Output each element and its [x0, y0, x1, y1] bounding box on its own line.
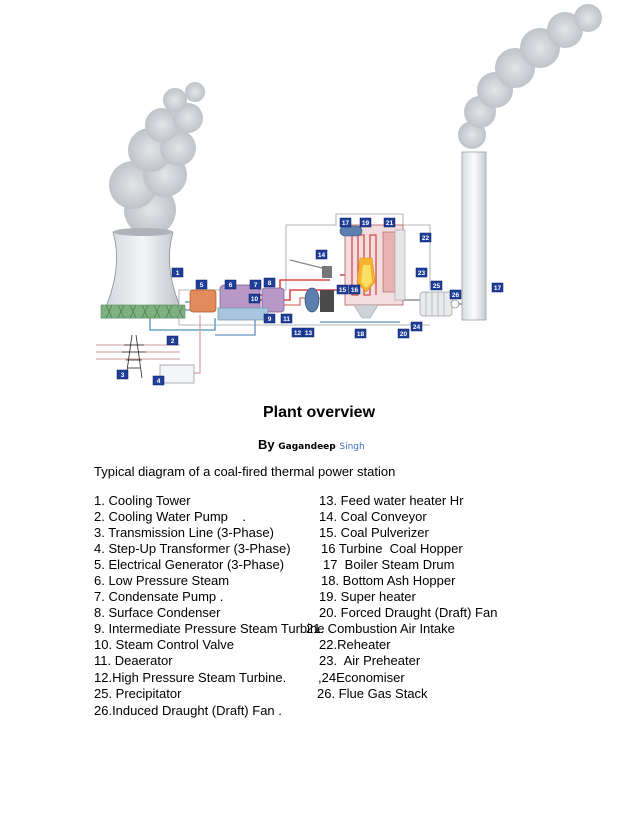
legend-item-right: 14. Coal Conveyor — [319, 509, 427, 524]
diagram-label — [153, 376, 164, 385]
legend-item-left: 12.High Pressure Steam Turbine. — [94, 670, 287, 685]
diagram-label-text: 13 — [304, 329, 313, 337]
diagram-caption: Typical diagram of a coal-fired thermal power station — [94, 464, 396, 479]
diagram-label-text: 18 — [356, 330, 365, 338]
legend-item-left: 9. Intermediate Pressure Steam Turbine — [94, 621, 325, 636]
diagram-label-text: 12 — [293, 329, 302, 337]
legend-item-right: 26. Flue Gas Stack — [317, 686, 428, 701]
diagram-label-text: 11 — [283, 315, 290, 323]
diagram-label — [492, 283, 503, 292]
diagram-label-text: 22 — [421, 234, 430, 242]
diagram-label-text: 16 — [350, 286, 359, 294]
legend-item-right: 23. Air Preheater — [319, 653, 421, 668]
page-title: Plant overview — [262, 404, 376, 421]
diagram-label-text: 1 — [175, 269, 180, 277]
diagram-label-text: 17 — [493, 284, 502, 292]
legend-item-left: 7. Condensate Pump . — [94, 589, 224, 604]
author-first: Gagandeep — [278, 442, 336, 452]
legend-item-right: 21. Combustion Air Intake — [306, 621, 455, 636]
legend-item-right: 16 Turbine Coal Hopper — [321, 541, 463, 556]
diagram-label-text: 8 — [267, 279, 272, 287]
diagram-label — [398, 329, 409, 338]
diagram-label-text: 20 — [399, 330, 408, 338]
diagram-label-text: 15 — [338, 286, 347, 294]
diagram-label — [411, 322, 422, 331]
stack-smoke — [458, 4, 602, 149]
diagram-label — [264, 278, 275, 287]
legend-item-left: 8. Surface Condenser — [94, 605, 221, 620]
diagram-label-text: 19 — [361, 219, 370, 227]
diagram-label-text: 3 — [120, 371, 125, 379]
legend-item-left: 10. Steam Control Valve — [94, 637, 234, 652]
diagram-label — [249, 294, 260, 303]
diagram-label-text: 5 — [199, 281, 204, 289]
legend-item-right: ,24Economiser — [318, 670, 405, 685]
legend-item-left: 5. Electrical Generator (3-Phase) — [94, 557, 285, 572]
diagram-label — [337, 285, 348, 294]
diagram-label — [349, 285, 360, 294]
by-label: By — [258, 437, 275, 452]
diagram-label — [281, 314, 292, 323]
diagram-label — [264, 314, 275, 323]
diagram-label — [420, 233, 431, 242]
legend-item-right: 13. Feed water heater Hr — [319, 493, 464, 508]
coal-conveyor — [290, 260, 332, 278]
diagram-label — [167, 336, 178, 345]
diagram-label — [303, 328, 314, 337]
cooling-tower-steam — [109, 82, 205, 236]
diagram-label — [250, 280, 261, 289]
diagram-label — [316, 250, 327, 259]
diagram-label-text: 26 — [451, 291, 460, 299]
legend-item-right: 15. Coal Pulverizer — [319, 525, 429, 540]
diagram-label — [117, 370, 128, 379]
diagram-label-text: 17 — [341, 219, 350, 227]
byline — [258, 437, 365, 452]
legend-item-left: 26.Induced Draught (Draft) Fan . — [94, 703, 282, 718]
legend-item-left: 1. Cooling Tower — [94, 493, 191, 508]
diagram-label-text: 4 — [156, 377, 161, 385]
diagram-label — [360, 218, 371, 227]
diagram-label — [225, 280, 236, 289]
diagram-label — [384, 218, 395, 227]
diagram-label-text: 10 — [250, 295, 259, 303]
diagram-label-text: 24 — [412, 323, 421, 331]
diagram-label — [172, 268, 183, 277]
diagram-label-text: 23 — [417, 269, 426, 277]
diagram-label — [340, 218, 351, 227]
legend-item-left: 11. Deaerator — [94, 653, 173, 668]
legend-item-left: 6. Low Pressure Steam — [94, 573, 230, 588]
legend-item-left: 25. Precipitator — [94, 686, 182, 701]
legend-item-right: 17 Boiler Steam Drum — [323, 557, 455, 572]
diagram-label-text: 6 — [228, 281, 233, 289]
legend-item-right: 20. Forced Draught (Draft) Fan — [319, 605, 498, 620]
diagram-label-text: 7 — [253, 281, 258, 289]
legend-item-left: 3. Transmission Line (3-Phase) — [94, 525, 274, 540]
diagram-label-text: 25 — [432, 282, 441, 290]
diagram-label-text: 14 — [317, 251, 326, 259]
diagram-label — [431, 281, 442, 290]
legend-item-right: 22.Reheater — [319, 637, 391, 652]
legend-item-right: 19. Super heater — [319, 589, 416, 604]
power-station-diagram — [0, 0, 638, 400]
diagram-label — [292, 328, 303, 337]
diagram-label-text: 21 — [385, 219, 394, 227]
legend-item-right: 18. Bottom Ash Hopper — [321, 573, 456, 588]
diagram-label — [196, 280, 207, 289]
author-last: Singh — [339, 442, 365, 452]
diagram-label — [450, 290, 461, 299]
flue-gas-stack — [462, 152, 486, 320]
step-up-transformer — [160, 365, 194, 383]
legend-item-left: 4. Step-Up Transformer (3-Phase) — [94, 541, 291, 556]
diagram-label-text: 2 — [170, 337, 175, 345]
legend-item-left: 2. Cooling Water Pump . — [94, 509, 246, 524]
diagram-label-text: 9 — [267, 315, 272, 323]
diagram-label — [355, 329, 366, 338]
boiler — [340, 225, 405, 318]
diagram-label — [416, 268, 427, 277]
turbine-set — [190, 285, 334, 320]
